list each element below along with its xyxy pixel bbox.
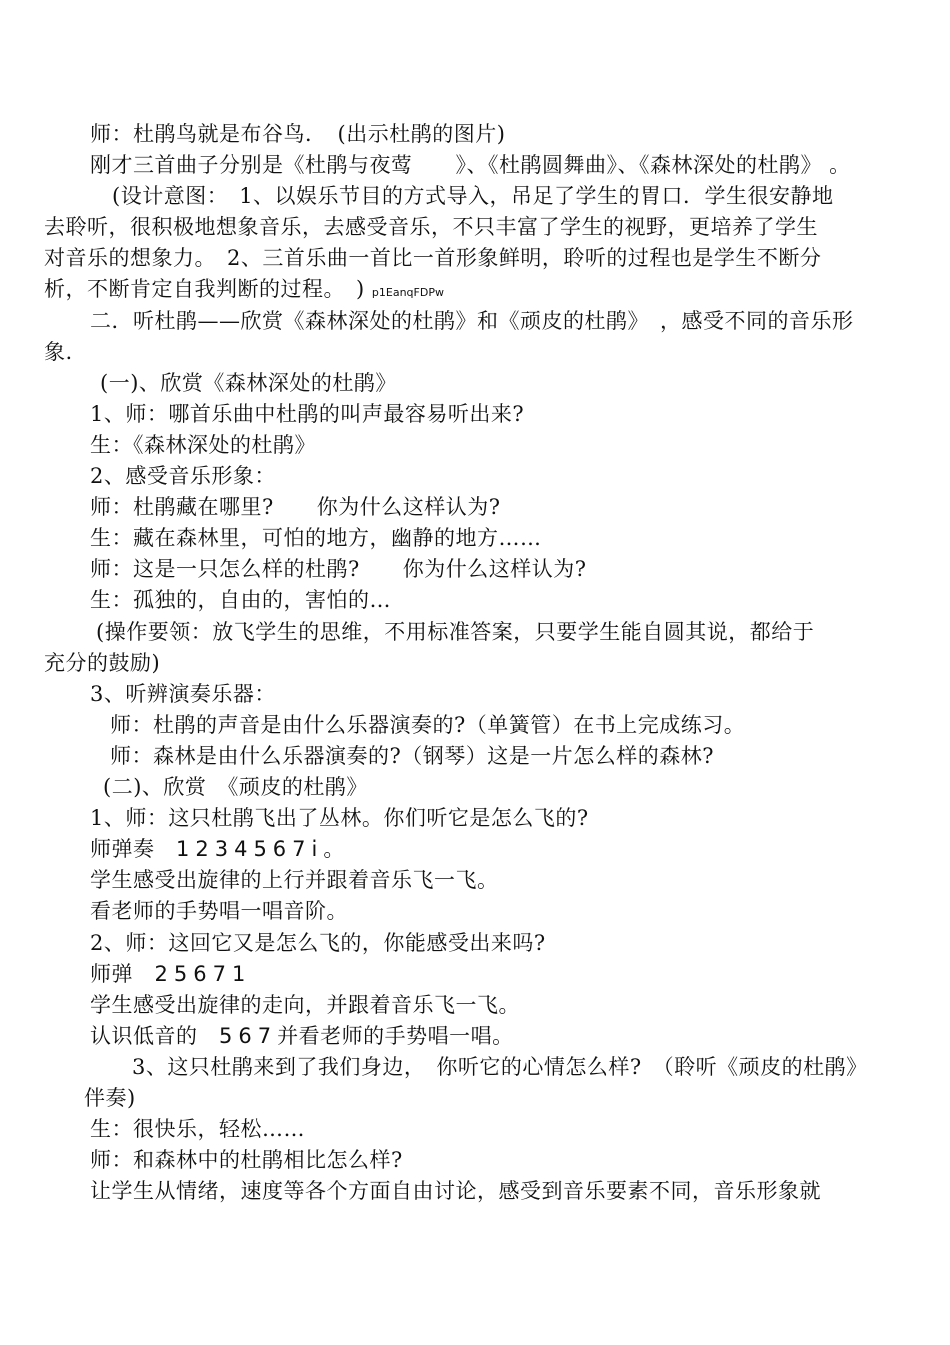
line: 学生感受出旋律的上行并跟着音乐飞一飞。: [90, 868, 499, 892]
line-text: 师弹: [90, 962, 133, 986]
watermark-code: p1EanqFDPw: [371, 286, 444, 299]
line: [90, 959, 251, 989]
line: [44, 274, 444, 308]
arpeggio-notes: 25671: [154, 962, 252, 986]
line: 看老师的手势唱一唱音阶。: [90, 899, 348, 923]
line: 生：《森林深处的杜鹃》: [90, 433, 316, 457]
line: 1、师：这只杜鹃飞出了丛林。你们听它是怎么飞的?: [90, 806, 589, 830]
line: 让学生从情绪，速度等各个方面自由讨论，感受到音乐要素不同，音乐形象就: [90, 1179, 821, 1203]
line: 师：森林是由什么乐器演奏的?（钢琴）这是一片怎么样的森林?: [110, 744, 715, 768]
line: 去聆听，很积极地想象音乐，去感受音乐，不只丰富了学生的视野，更培养了学生: [44, 215, 818, 239]
line: 生：藏在森林里，可怕的地方，幽静的地方……: [90, 526, 542, 550]
line-text: 并看老师的手势唱一唱。: [277, 1024, 514, 1048]
line-text: 析，不断肯定自我判断的过程。 ): [44, 277, 365, 301]
line: 刚才三首曲子分别是《杜鹃与夜莺 》、《杜鹃圆舞曲》、《森林深处的杜鹃》 。: [90, 153, 851, 177]
line: 3、听辨演奏乐器：: [90, 682, 276, 706]
low-notes: 567: [219, 1024, 278, 1048]
scale-notes: 1234567i。: [176, 837, 351, 861]
line: 师：杜鹃鸟就是布谷鸟． (出示杜鹃的图片): [90, 122, 506, 146]
line: 生：很快乐，轻松……: [90, 1117, 305, 1141]
line: 伴奏): [84, 1086, 136, 1110]
line: 师：杜鹃的声音是由什么乐器演奏的?（单簧管）在书上完成练习。: [110, 713, 746, 737]
line: (操作要领：放飞学生的思维，不用标准答案，只要学生能自圆其说，都给于: [96, 620, 815, 644]
line: 生：孤独的，自由的，害怕的…: [90, 588, 391, 612]
line: 2、师：这回它又是怎么飞的，你能感受出来吗?: [90, 931, 546, 955]
line: 象.: [44, 340, 73, 364]
line: 1、师：哪首乐曲中杜鹃的叫声最容易听出来?: [90, 402, 525, 426]
line: [90, 1021, 514, 1051]
section-heading: (一)、欣赏《森林深处的杜鹃》: [100, 371, 397, 395]
line: 师：这是一只怎么样的杜鹃? 你为什么这样认为?: [90, 557, 587, 581]
line: 师：杜鹃藏在哪里? 你为什么这样认为?: [90, 495, 501, 519]
line: 3、这只杜鹃来到了我们身边， 你听它的心情怎么样? （聆听《顽皮的杜鹃》: [132, 1055, 868, 1079]
line: 师：和森林中的杜鹃相比怎么样?: [90, 1148, 403, 1172]
line-text: 认识低音的: [90, 1024, 198, 1048]
line: [90, 834, 350, 864]
line: 2、感受音乐形象：: [90, 464, 276, 488]
line: 充分的鼓励): [44, 651, 161, 675]
line: (设计意图： 1、以娱乐节目的方式导入，吊足了学生的胃口．学生很安静地: [112, 184, 834, 208]
line: 对音乐的想象力。 2、三首乐曲一首比一首形象鲜明，聆听的过程也是学生不断分: [44, 246, 822, 270]
line: 学生感受出旋律的走向，并跟着音乐飞一飞。: [90, 993, 520, 1017]
section-heading: (二)、欣赏 《顽皮的杜鹃》: [103, 775, 368, 799]
line: 二．听杜鹃——欣赏《森林深处的杜鹃》和《顽皮的杜鹃》 ，感受不同的音乐形: [90, 309, 854, 333]
line-text: 师弹奏: [90, 837, 155, 861]
